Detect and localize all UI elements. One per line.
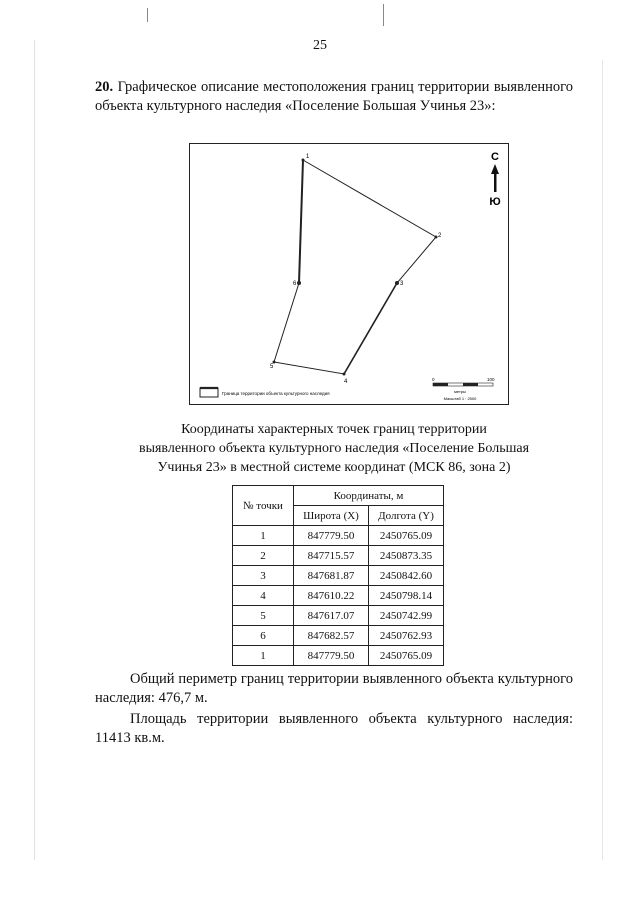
cell-x: 847779.50 xyxy=(294,646,369,666)
section-number: 20. xyxy=(95,79,114,95)
cell-point-number: 3 xyxy=(233,566,294,586)
table-row xyxy=(233,626,444,646)
boundary-map-svg xyxy=(190,144,510,406)
header-x: Широта (X) xyxy=(294,506,369,526)
south-label: Ю xyxy=(489,196,501,208)
cell-point-number: 2 xyxy=(233,546,294,566)
area-paragraph: Площадь территории выявленного объекта культурного наследия: 11413 кв.м. xyxy=(95,711,573,746)
scan-artifact xyxy=(34,40,35,860)
boundary-bold-segment xyxy=(299,160,303,283)
table-caption xyxy=(95,420,573,477)
cell-x: 847610.22 xyxy=(294,586,369,606)
point-label: 4 xyxy=(344,379,348,385)
header-point-number: № точки xyxy=(233,486,294,526)
legend-text: Граница территории объекта культурного наследия xyxy=(222,391,330,396)
scale-unit: метры xyxy=(454,389,466,394)
table-row xyxy=(233,526,444,546)
cell-point-number: 1 xyxy=(233,526,294,546)
point-marker xyxy=(343,373,346,376)
point-label: 2 xyxy=(438,233,442,239)
cell-x: 847681.87 xyxy=(294,566,369,586)
point-marker xyxy=(302,159,305,162)
cell-point-number: 1 xyxy=(233,646,294,666)
point-marker xyxy=(297,281,301,285)
cell-y: 2450873.35 xyxy=(369,546,444,566)
scale-start: 0 xyxy=(432,377,435,382)
table-row xyxy=(233,646,444,666)
table-row xyxy=(233,606,444,626)
cell-x: 847779.50 xyxy=(294,526,369,546)
table-row xyxy=(233,546,444,566)
table-row xyxy=(233,586,444,606)
cell-y: 2450762.93 xyxy=(369,626,444,646)
table-header-row xyxy=(233,486,444,506)
cell-x: 847715.57 xyxy=(294,546,369,566)
coordinates-table xyxy=(232,485,444,666)
cell-y: 2450765.09 xyxy=(369,646,444,666)
point-marker xyxy=(395,281,399,285)
point-label: 3 xyxy=(400,281,404,287)
point-label: 5 xyxy=(270,364,274,370)
scale-ratio: Масштаб 1 : 2500 xyxy=(443,396,477,401)
table-row xyxy=(233,566,444,586)
page-number: 25 xyxy=(313,38,327,53)
cell-y: 2450742.99 xyxy=(369,606,444,626)
cell-y: 2450765.09 xyxy=(369,526,444,546)
cell-y: 2450842.60 xyxy=(369,566,444,586)
section-heading xyxy=(95,78,573,116)
caption-line: выявленного объекта культурного наследия «Поселение Большая xyxy=(138,441,530,456)
north-arrow-icon xyxy=(489,151,500,208)
scale-end: 100 xyxy=(487,377,495,382)
boundary-bold-segment xyxy=(344,283,397,374)
cell-x: 847682.57 xyxy=(294,626,369,646)
north-label: С xyxy=(491,151,499,163)
header-coordinates: Координаты, м xyxy=(294,486,444,506)
section-heading-text: Графическое описание местоположения границ территории выявленного объекта культурного наследия «Поселение Большая Учинья 23»: xyxy=(95,79,574,114)
cell-x: 847617.07 xyxy=(294,606,369,626)
point-label: 6 xyxy=(293,281,297,287)
cell-y: 2450798.14 xyxy=(369,586,444,606)
cell-point-number: 6 xyxy=(233,626,294,646)
perimeter-paragraph: Общий периметр границ территории выявленного объекта культурного наследия: 476,7 м. xyxy=(95,671,573,706)
map-legend xyxy=(200,388,330,397)
scan-artifact xyxy=(147,8,148,22)
boundary-map xyxy=(189,143,509,405)
scale-bar xyxy=(432,377,495,401)
cell-point-number: 4 xyxy=(233,586,294,606)
boundary-polyline xyxy=(274,160,436,374)
point-label: 1 xyxy=(306,154,310,160)
caption-line: Координаты характерных точек границ территории xyxy=(181,422,487,437)
scan-artifact xyxy=(602,60,603,860)
caption-line: Учинья 23» в местной системе координат (МСК 86, зона 2) xyxy=(157,460,511,475)
cell-point-number: 5 xyxy=(233,606,294,626)
header-y: Долгота (Y) xyxy=(369,506,444,526)
scan-artifact xyxy=(383,4,384,26)
